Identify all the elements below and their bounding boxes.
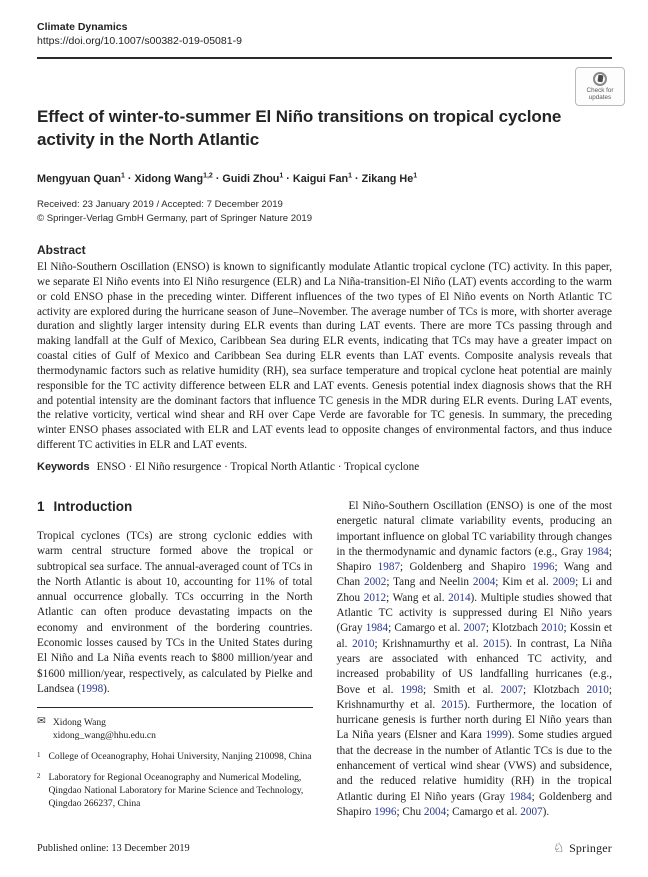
section-1-heading: [37, 499, 313, 514]
author: Guidi Zhou$^1$: [222, 172, 284, 185]
affiliation-text: College of Oceanography, Hohai University, Nanjing 210098, China: [48, 751, 312, 763]
check-for-updates-badge[interactable]: [575, 67, 625, 106]
text-run: ; Klotzbach: [523, 683, 587, 696]
citation-link[interactable]: 1984: [509, 790, 532, 803]
springer-horse-icon: ♘: [552, 840, 566, 855]
citation-link[interactable]: 2002: [363, 576, 387, 589]
citation-link[interactable]: 2009: [552, 576, 576, 589]
text-run: ). Furthermore, the location of hurricane genesis is further north during El Niño years than La Niña years (Elsner and Kara: [336, 698, 613, 742]
copyright-line: © Springer-Verlag GmbH Germany, part of Springer Nature 2019: [37, 212, 313, 224]
keywords-label: Keywords: [37, 461, 90, 473]
text-run: ; Camargo et al.: [446, 805, 521, 818]
affiliation-sup: 1: [413, 172, 418, 179]
citation-link[interactable]: 2007: [520, 805, 543, 818]
text-run: ; Chu: [396, 805, 424, 818]
affiliation-sup: 1: [279, 172, 284, 179]
citation-link[interactable]: 1984: [365, 622, 389, 635]
intro-paragraph-right: [337, 499, 613, 820]
text-run: ; Wang and Chan: [336, 561, 613, 589]
text-run: ; Smith et al.: [423, 683, 501, 696]
citation-link[interactable]: 2007: [500, 683, 524, 696]
text-run: ). Some studies argued that the decrease in the number of Atlantic TCs is due to the enhancement of vertical wind shear (VWS) and subsidence, and the reduced relative humidity (RH) in the tropical Atlantic during El Niño years (Gray: [336, 729, 612, 803]
citation-link[interactable]: 1998: [80, 682, 104, 695]
citation-link[interactable]: 2004: [423, 805, 447, 818]
corresponding-author: Xidong Wang: [52, 717, 106, 728]
affiliation-text: Laboratory for Regional Oceanography and Numerical Modeling, Qingdao National Laboratory for Marine Science and Technology, Qingdao 266237, China: [48, 771, 304, 810]
citation-link[interactable]: 2014: [448, 591, 471, 604]
update-ring-icon: [593, 72, 607, 86]
citation-link[interactable]: 2004: [472, 576, 496, 589]
author: Mengyuan Quan$^1$: [37, 172, 125, 185]
article-history: [37, 198, 613, 226]
text-run: ; Tang and Neelin: [386, 576, 473, 589]
doi-link[interactable]: https://doi.org/10.1007/s00382-019-05081-9: [37, 35, 242, 48]
citation-link[interactable]: 1984: [586, 545, 609, 558]
citation-link[interactable]: 1987: [377, 561, 401, 574]
right-column: [337, 499, 613, 820]
page-header: [37, 20, 612, 48]
section-number: 1: [37, 499, 45, 514]
citation-link[interactable]: 2007: [463, 622, 486, 635]
citation-link[interactable]: 2010: [352, 637, 375, 650]
footnote-block: [37, 707, 313, 817]
text-run: ; Li and Zhou: [336, 576, 612, 604]
abstract-text: El Niño-Southern Oscillation (ENSO) is known to significantly modulate Atlantic tropical cyclone (TC) activity. In this paper, we separate El Niño events into El Niño resurgence (ELR) and La Niña-transition-El Niño (LAT) events according to the warm or cold ENSO phase in the preceding winter. Different influences of the two types of El Niño events on North Atlantic TC activity are explored during the hurricane season of June–November. The average number of TCs is more, with shorter average duration and slightly larger intensity during ELR events than during LAT events. There are more TCs passing through and making landfall at the Gulf of Mexico, Caribbean Sea during ELR events, indicating that TCs may have a greater impact on coastal cities of Gulf of Mexico and Caribbean Sea during ELR events than LAT events. Composite analysis reveals that thermodynamic factors such as relative humidity (RH), sea surface temperature and tropical cyclone heat potential are mainly responsible for the TC activity difference between ELR and LAT events. Genesis potential index diagnosis shows that the RH and potential intensity are the dominant factors that influence TC genesis in the MDR during ELR events. During LAT events, the relative vorticity, vertical wind shear and RH over Cape Verde are favorable for TC genesis. In summary, the preceding winter ENSO phases associated with ELR and LAT events lead to opposite changes of environmental factors, and thus induce different TC activities in ELR and LAT events.: [37, 261, 612, 452]
affiliation-sup: 1,2: [203, 172, 213, 179]
text-run: ).: [103, 682, 110, 695]
abstract-heading: Abstract: [37, 243, 86, 257]
author-separator: ·: [215, 172, 220, 185]
article-title: Effect of winter-to-summer El Niño transitions on tropical cyclone activity in the North Atlantic: [37, 107, 562, 149]
text-run: El Niño-Southern Oscillation (ENSO) is one of the most energetic natural climate variability events, producing an important influence on global TC variability through changes in the thermodynamic and dynamic factors (e.g., Gray: [336, 500, 612, 558]
published-online: Published online: 13 December 2019: [37, 842, 190, 854]
text-run: ; Wang et al.: [386, 591, 449, 604]
publisher-logo: [553, 840, 612, 856]
author: Kaigui Fan$^1$: [292, 172, 352, 185]
citation-link[interactable]: 2010: [541, 622, 564, 635]
text-run: ). Multiple studies showed that Atlantic TC activity is suppressed during El Niño years (Gray: [336, 591, 613, 635]
correspondence-email[interactable]: xidong_wang@hhu.edu.cn: [52, 730, 156, 742]
correspondence: [37, 716, 313, 742]
author-separator: ·: [127, 172, 132, 185]
affiliation-sup: 1: [348, 172, 352, 179]
text-run: Tropical cyclones (TCs) are strong cyclonic eddies with warm central structure formed above the tropical or subtropical sea surface. The annual-averaged count of TCs in the North Atlantic is about 10, accounting for 11% of total annual occurrence globally. TCs occurring in the North Atlantic can often produce devastating impacts on the economy and environment of the bordering countries. Economic losses caused by TCs in the United States during El Niño and La Niña events reach to $800 million/year and $1600 million/year, respectively, as calculated by Pielke and Landsea (: [37, 530, 313, 695]
text-run: ; Goldenberg and Shapiro: [336, 790, 612, 818]
citation-link[interactable]: 1999: [485, 729, 508, 742]
citation-link[interactable]: 1998: [400, 683, 424, 696]
affiliation-number: 1: [37, 751, 41, 760]
citation-link[interactable]: 2010: [586, 683, 609, 696]
text-run: ; Goldenberg and Shapiro: [400, 561, 533, 574]
page-footer: [37, 840, 612, 856]
affiliation-sup: 1: [120, 172, 125, 179]
text-run: ; Krishnamurthy et al.: [336, 683, 612, 711]
received-accepted: Received: 23 January 2019 / Accepted: 7 December 2019: [37, 199, 283, 210]
journal-name: Climate Dynamics: [37, 21, 128, 33]
text-run: ).: [542, 805, 550, 818]
text-run: ; Camargo et al.: [388, 622, 464, 635]
author-byline: [37, 172, 613, 185]
publisher-wordmark: Springer: [569, 840, 612, 855]
badge-label: Check for updates: [586, 86, 614, 101]
citation-link[interactable]: 1996: [532, 561, 555, 574]
author-separator: ·: [355, 172, 359, 185]
citation-link[interactable]: 2015: [483, 637, 506, 650]
envelope-icon: ✉: [37, 716, 46, 727]
text-run: ; Kossin et al.: [336, 622, 613, 650]
section-title: Introduction: [53, 499, 133, 514]
citation-link[interactable]: 2012: [363, 591, 387, 604]
intro-paragraph-left: [37, 529, 313, 697]
text-run: ; Krishnamurthy et al.: [374, 637, 484, 650]
keywords-text: ENSO · El Niño resurgence · Tropical North Atlantic · Tropical cyclone: [96, 461, 420, 473]
author-separator: ·: [286, 172, 290, 185]
affiliation-2: [37, 771, 313, 811]
affiliation-number: 2: [37, 771, 41, 780]
text-run: ; Klotzbach: [485, 622, 542, 635]
author: Zikang He$^1$: [361, 172, 418, 185]
abstract-section: [37, 243, 612, 453]
citation-link[interactable]: 2015: [441, 698, 464, 711]
keywords-row: [37, 461, 612, 473]
citation-link[interactable]: 1996: [374, 805, 397, 818]
text-run: ; Kim et al.: [495, 576, 553, 589]
affiliation-1: [37, 750, 313, 763]
text-run: ). In contrast, La Niña years are associated with enhanced TC activity, and increased probability of US landfalling hurricanes (e.g., Bove et al.: [336, 637, 612, 696]
author: Xidong Wang$^{1,2}$: [134, 172, 213, 185]
correspondence-details: [53, 716, 156, 742]
text-run: ; Shapiro: [336, 545, 612, 574]
header-rule: [37, 57, 612, 59]
